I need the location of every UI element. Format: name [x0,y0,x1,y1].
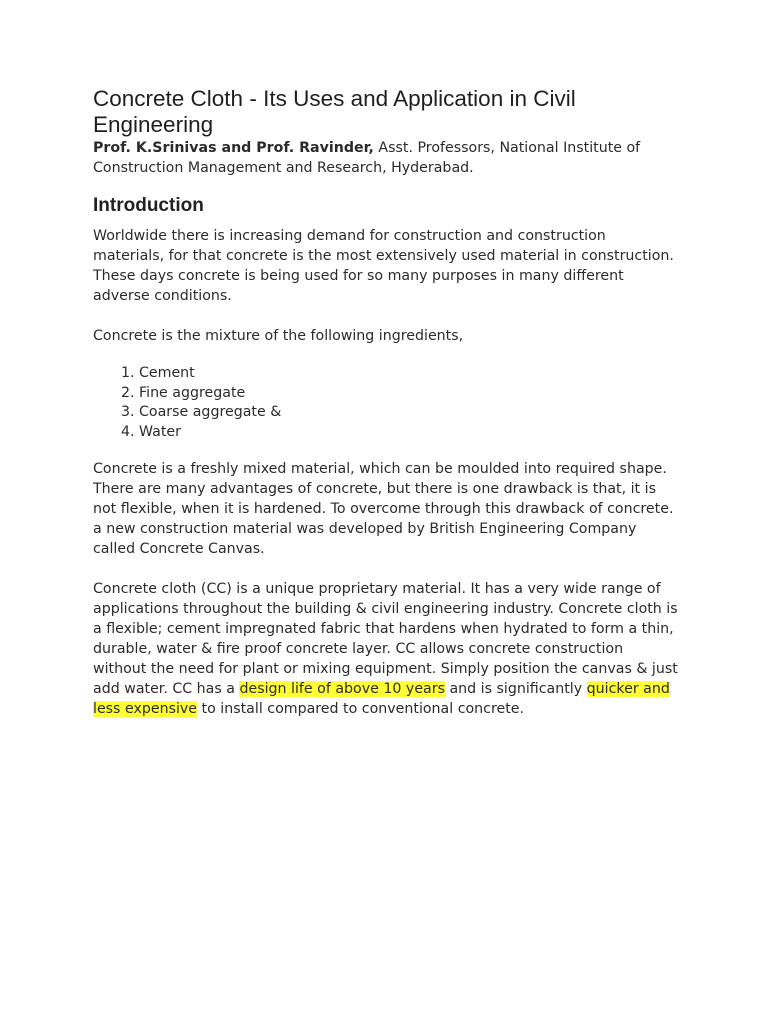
paragraph-4-text-2: and is significantly [444,681,587,698]
highlight-quicker-cheaper: quicker and less expensive [93,681,670,718]
paragraph-2: Concrete is the mixture of the following ingredients, [93,328,464,344]
author-line [93,138,678,178]
highlight-design-life: design life of above 10 years [239,681,445,698]
introduction-heading: Introduction [93,195,204,216]
document-title: Concrete Cloth - Its Uses and Application in Civil Engineering [93,86,576,137]
document-page [93,86,678,739]
paragraph-3: Concrete is a freshly mixed material, which can be moulded into required shape. There are many advantages of concrete, but there is one drawback is that, it is not flexible, when it is hardened. To overcome through this drawback of concrete. a new construction material was developed by British Engineering Company called Concrete Canvas. [93,461,674,558]
list-item: 2. Fine aggregate [139,384,678,404]
ingredients-list [93,364,678,442]
list-item: 1. Cement [139,364,678,384]
author-names: Prof. K.Srinivas and Prof. Ravinder, [93,140,374,156]
paragraph-4-text-1: Concrete cloth (CC) is a unique proprietary material. It has a very wide range of applications throughout the building & civil engineering industry. Concrete cloth is a flexible; cement impregnated fabric that hardens when hydrated to form a thin, durable, water & fire proof concrete layer. CC allows concrete construction without the need for plant or mixing equipment. Simply position the canvas & just add water. CC has a [93,581,678,698]
paragraph-4 [93,579,678,719]
list-item: 4. Water [139,423,678,443]
list-item: 3. Coarse aggregate & [139,403,678,423]
author-affiliation: Asst. Professors, National Institute of Construction Management and Research, Hyderabad. [93,140,641,176]
paragraph-1: Worldwide there is increasing demand for construction and construction materials, for that concrete is the most extensively used material in construction. These days concrete is being used for so many purposes in many different adverse conditions. [93,228,674,304]
paragraph-4-text-3: to install compared to conventional concrete. [197,701,525,718]
